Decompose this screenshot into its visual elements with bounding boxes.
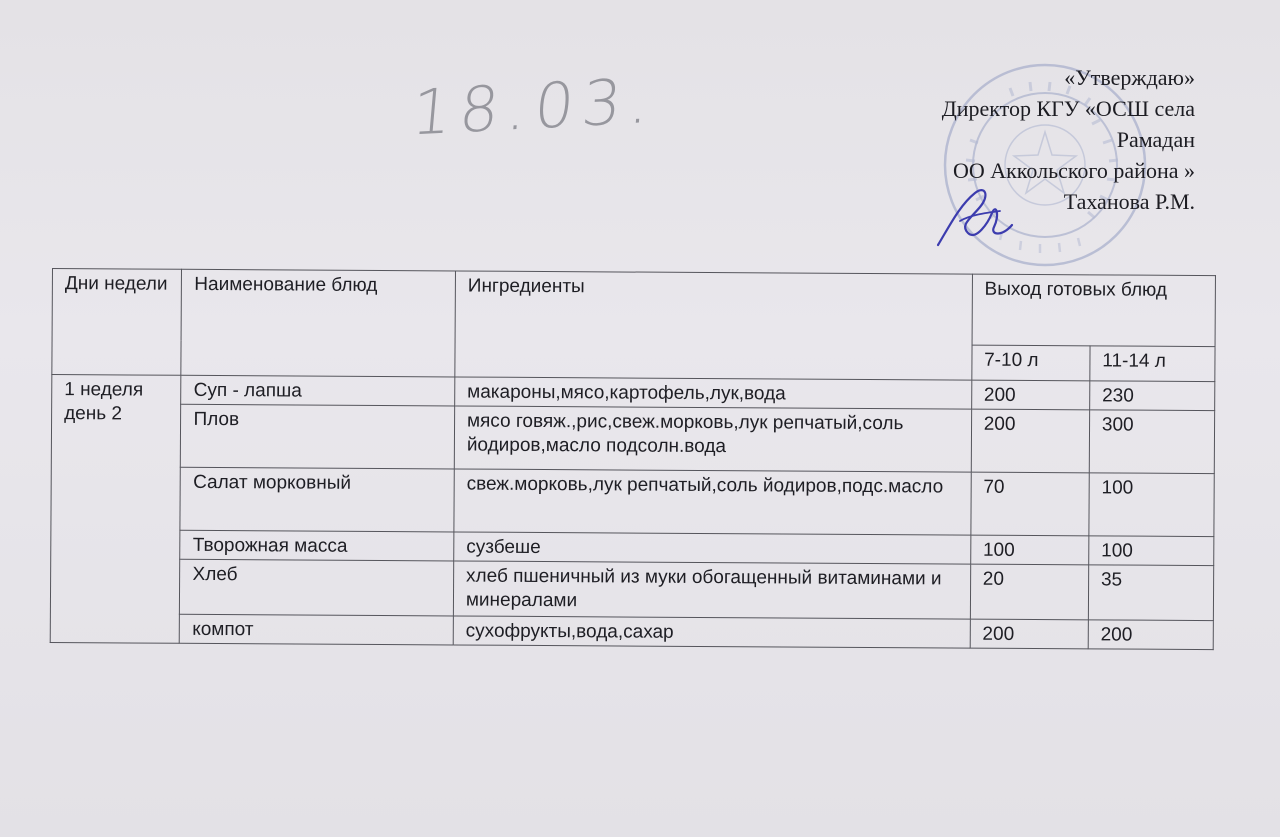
- output-age-11-14: 200: [1088, 620, 1213, 650]
- dish-name: Творожная масса: [180, 530, 454, 561]
- dish-name: Салат морковный: [180, 467, 454, 532]
- dish-ingredients: сузбеше: [454, 532, 971, 564]
- day-label: 1 неделя день 2: [50, 375, 181, 644]
- approval-position: Директор КГУ «ОСШ села: [941, 96, 1195, 121]
- output-age-7-10: 200: [971, 409, 1090, 473]
- handwritten-date-note: 18.03.: [408, 63, 661, 150]
- approval-title: «Утверждаю»: [1064, 65, 1195, 90]
- approval-district: ОО Аккольского района »: [952, 158, 1195, 183]
- output-age-7-10: 100: [970, 535, 1088, 565]
- dish-name: Плов: [181, 404, 455, 469]
- header-age-7-10: 7-10 л: [972, 345, 1090, 381]
- output-age-11-14: 300: [1089, 410, 1215, 474]
- table-row: [50, 613, 1213, 649]
- table-row: [50, 558, 1213, 620]
- table-header-row: [52, 269, 1215, 347]
- output-age-11-14: 100: [1089, 473, 1215, 537]
- output-age-7-10: 20: [970, 564, 1089, 620]
- output-age-11-14: 35: [1088, 565, 1213, 621]
- signature-icon: [930, 175, 1020, 255]
- approval-village: Рамадан: [1116, 127, 1195, 152]
- header-output: Выход готовых блюд: [972, 274, 1216, 346]
- approval-director-name: Таханова Р.М.: [1063, 189, 1195, 214]
- menu-table: [50, 268, 1216, 650]
- dish-name: Суп - лапша: [181, 375, 455, 406]
- output-age-7-10: 200: [970, 619, 1088, 649]
- dish-ingredients: мясо говяж.,рис,свеж.морковь,лук репчатый,соль йодиров,масло подсолн.вода: [454, 406, 971, 472]
- table-row: [51, 466, 1214, 536]
- header-ingredients: Ингредиенты: [455, 271, 972, 380]
- header-days: Дни недели: [52, 269, 182, 376]
- table-row: [51, 404, 1214, 474]
- dish-ingredients: макароны,мясо,картофель,лук,вода: [455, 377, 972, 409]
- output-age-7-10: 70: [971, 472, 1090, 536]
- output-age-11-14: 100: [1089, 536, 1214, 566]
- dish-ingredients: свеж.морковь,лук репчатый,соль йодиров,подс.масло: [454, 469, 971, 535]
- dish-name: Хлеб: [180, 559, 454, 616]
- output-age-7-10: 200: [971, 380, 1089, 410]
- header-age-11-14: 11-14 л: [1090, 346, 1215, 382]
- header-dish: Наименование блюд: [181, 269, 455, 377]
- dish-ingredients: сухофрукты,вода,сахар: [453, 616, 970, 648]
- dish-name: компот: [180, 614, 454, 645]
- dish-ingredients: хлеб пшеничный из муки обогащенный витаминами и минералами: [453, 561, 970, 619]
- output-age-11-14: 230: [1090, 381, 1215, 411]
